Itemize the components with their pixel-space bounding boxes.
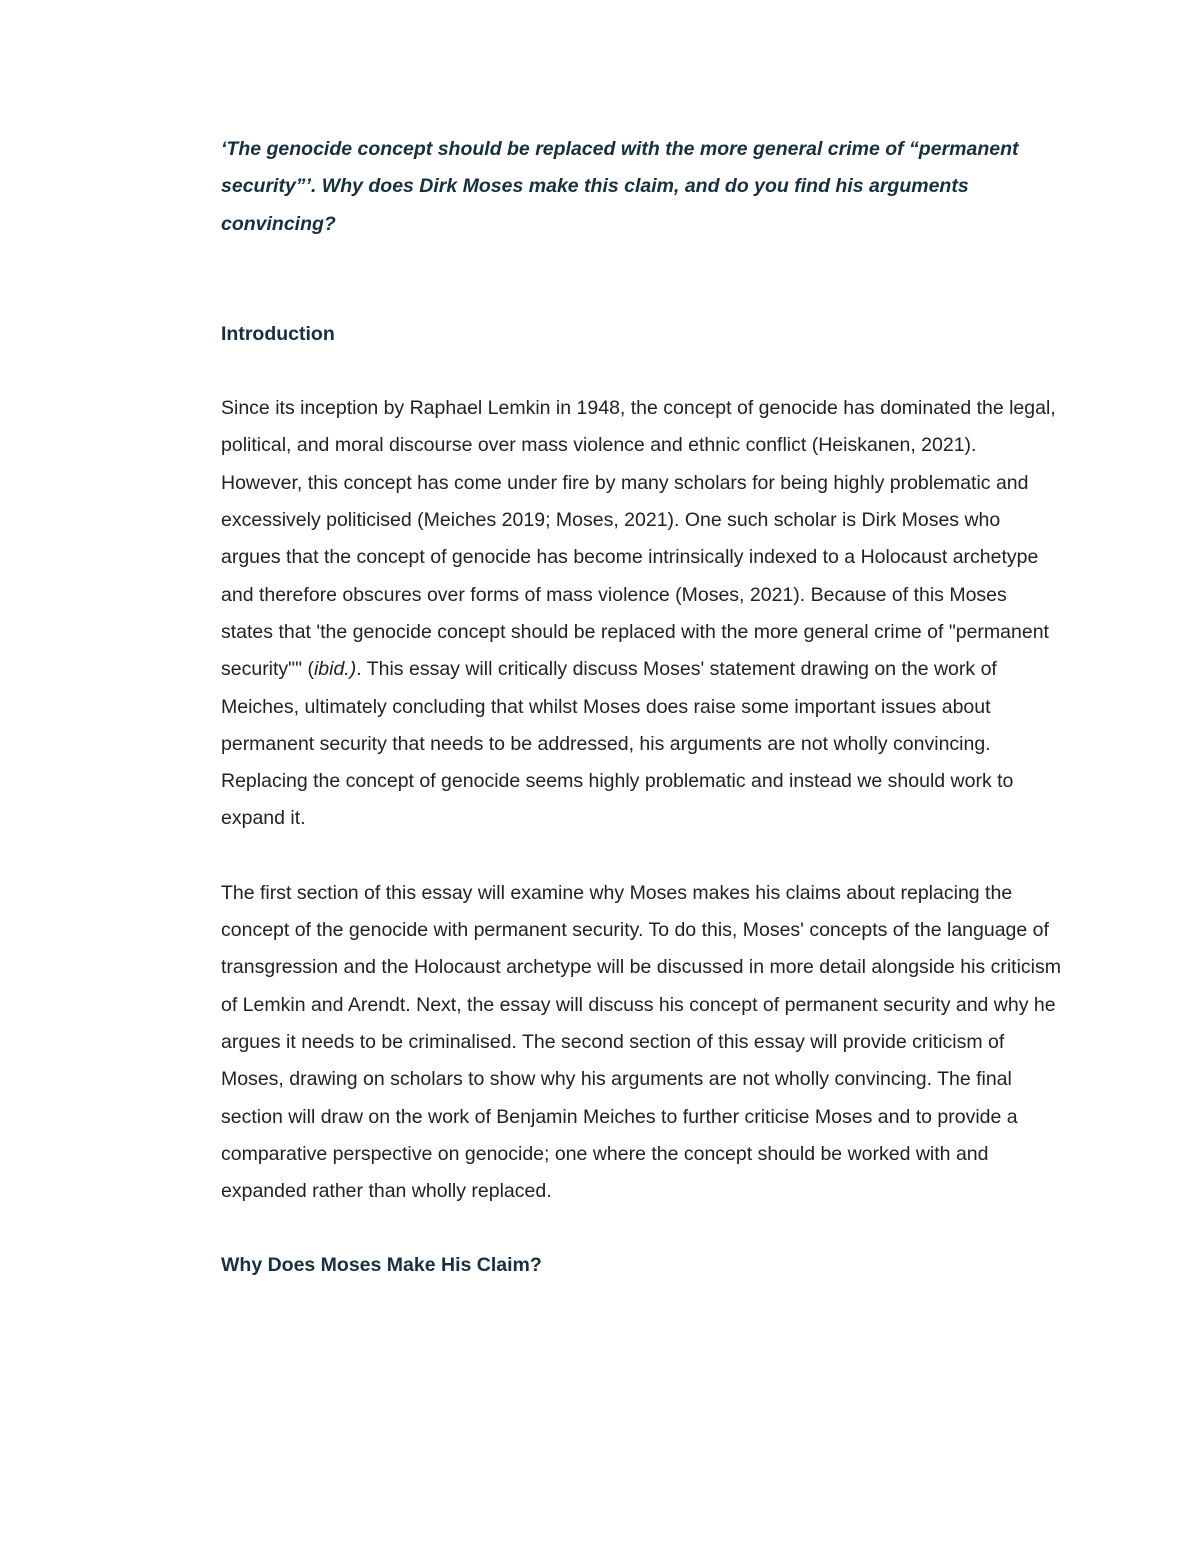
- section-heading-why-moses: Why Does Moses Make His Claim?: [221, 1254, 542, 1277]
- intro-paragraph-1: [221, 390, 1061, 838]
- section-heading-introduction: Introduction: [221, 322, 335, 345]
- intro-paragraph-1-text-b: . This essay will critically discuss Moses' statement drawing on the work of Meiches, ultimately concluding that whilst Moses does raise some important issues about permanent security that needs to be addressed, his arguments are not wholly convincing. Replacing the concept of genocide seems highly problematic and instead we should work to expand it.: [221, 658, 1014, 830]
- intro-paragraph-1-text-a: Since its inception by Raphael Lemkin in 1948, the concept of genocide has dominated the legal, political, and moral discourse over mass violence and ethnic conflict (Heiskanen, 2021). However, this concept has come under fire by many scholars for being highly problematic and excessively politicised (Meiches 2019; Moses, 2021). One such scholar is Dirk Moses who argues that the concept of genocide has become intrinsically indexed to a Holocaust archetype and therefore obscures over forms of mass violence (Moses, 2021). Because of this Moses states that 'the genocide concept should be replaced with the more general crime of "permanent security"" (: [221, 397, 1056, 681]
- intro-paragraph-2: The first section of this essay will examine why Moses makes his claims about replacing the concept of the genocide with permanent security. To do this, Moses' concepts of the language of transgression and the Holocaust archetype will be discussed in more detail alongside his criticism of Lemkin and Arendt. Next, the essay will discuss his concept of permanent security and why he argues it needs to be criminalised. The second section of this essay will provide criticism of Moses, drawing on scholars to show why his arguments are not wholly convincing. The final section will draw on the work of Benjamin Meiches to further criticise Moses and to provide a comparative perspective on genocide; one where the concept should be worked with and expanded rather than wholly replaced.: [221, 881, 1061, 1203]
- intro-paragraph-1-italic: ibid.): [313, 658, 357, 681]
- essay-title: ‘The genocide concept should be replaced with the more general crime of “permanent security”’. Why does Dirk Moses make this claim, and do you find his arguments convincing?: [221, 138, 1019, 235]
- document-body: [221, 131, 1061, 1285]
